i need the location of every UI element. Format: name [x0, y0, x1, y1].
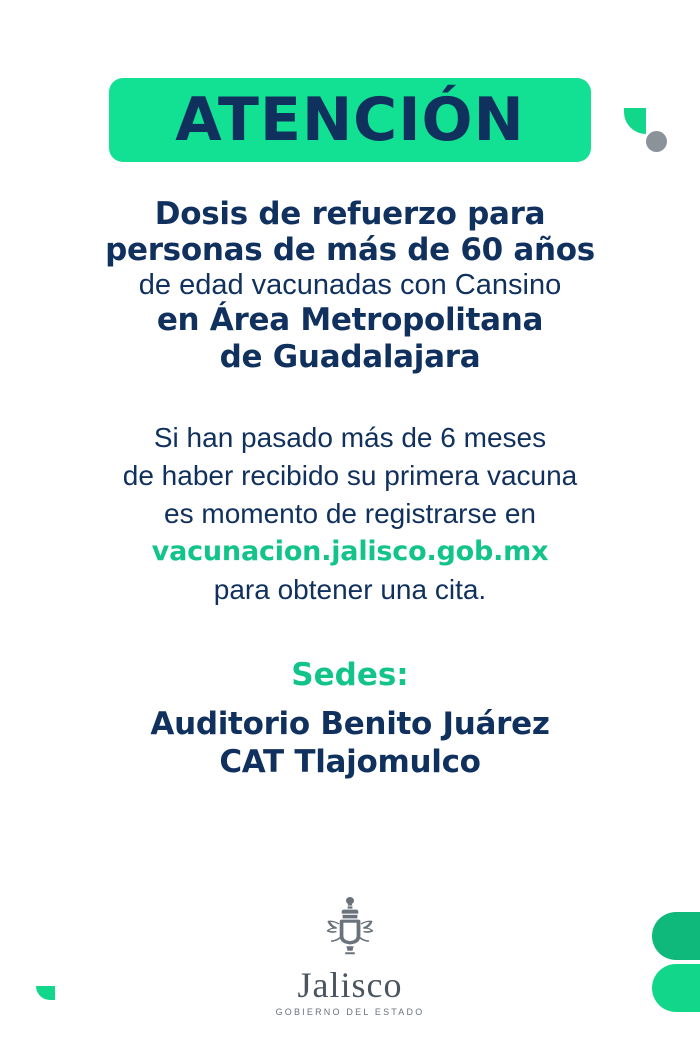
poster-canvas: [0, 78, 700, 1054]
headline-line-1: Dosis de refuerzo para: [154, 196, 546, 232]
jalisco-logo: [0, 896, 700, 1017]
jalisco-wordmark: Jalisco: [297, 965, 403, 1005]
instructions-line-3: es momento de registrarse en: [164, 497, 536, 529]
attention-banner-text: ATENCIÓN: [175, 85, 525, 155]
venues-list: [0, 705, 700, 783]
headline: [0, 196, 700, 375]
top-right-green-wedge-icon: [624, 108, 646, 134]
instructions-line-1: Si han pasado más de 6 meses: [153, 421, 547, 453]
attention-banner: [109, 78, 591, 162]
registration-link[interactable]: vacunacion.jalisco.gob.mx: [151, 536, 549, 568]
headline-line-2: personas de más de 60 años: [105, 232, 595, 269]
headline-line-4: en Área Metropolitana: [156, 302, 544, 339]
headline-line-3: de edad vacunadas con Cansino: [138, 268, 562, 301]
headline-line-5: de Guadalajara: [219, 338, 481, 375]
venue-item: Auditorio Benito Juárez: [150, 705, 550, 742]
top-right-gray-dot-icon: [646, 131, 667, 152]
jalisco-logo-subtitle: GOBIERNO DEL ESTADO: [275, 1007, 425, 1017]
venue-item: CAT Tlajomulco: [219, 744, 481, 781]
instructions-line-4: para obtener una cita.: [213, 573, 487, 605]
venues-heading: Sedes:: [291, 656, 409, 693]
instructions-line-2: de haber recibido su primera vacuna: [122, 459, 578, 491]
instructions-paragraph: [0, 419, 700, 609]
jalisco-crest-icon: [319, 896, 381, 962]
